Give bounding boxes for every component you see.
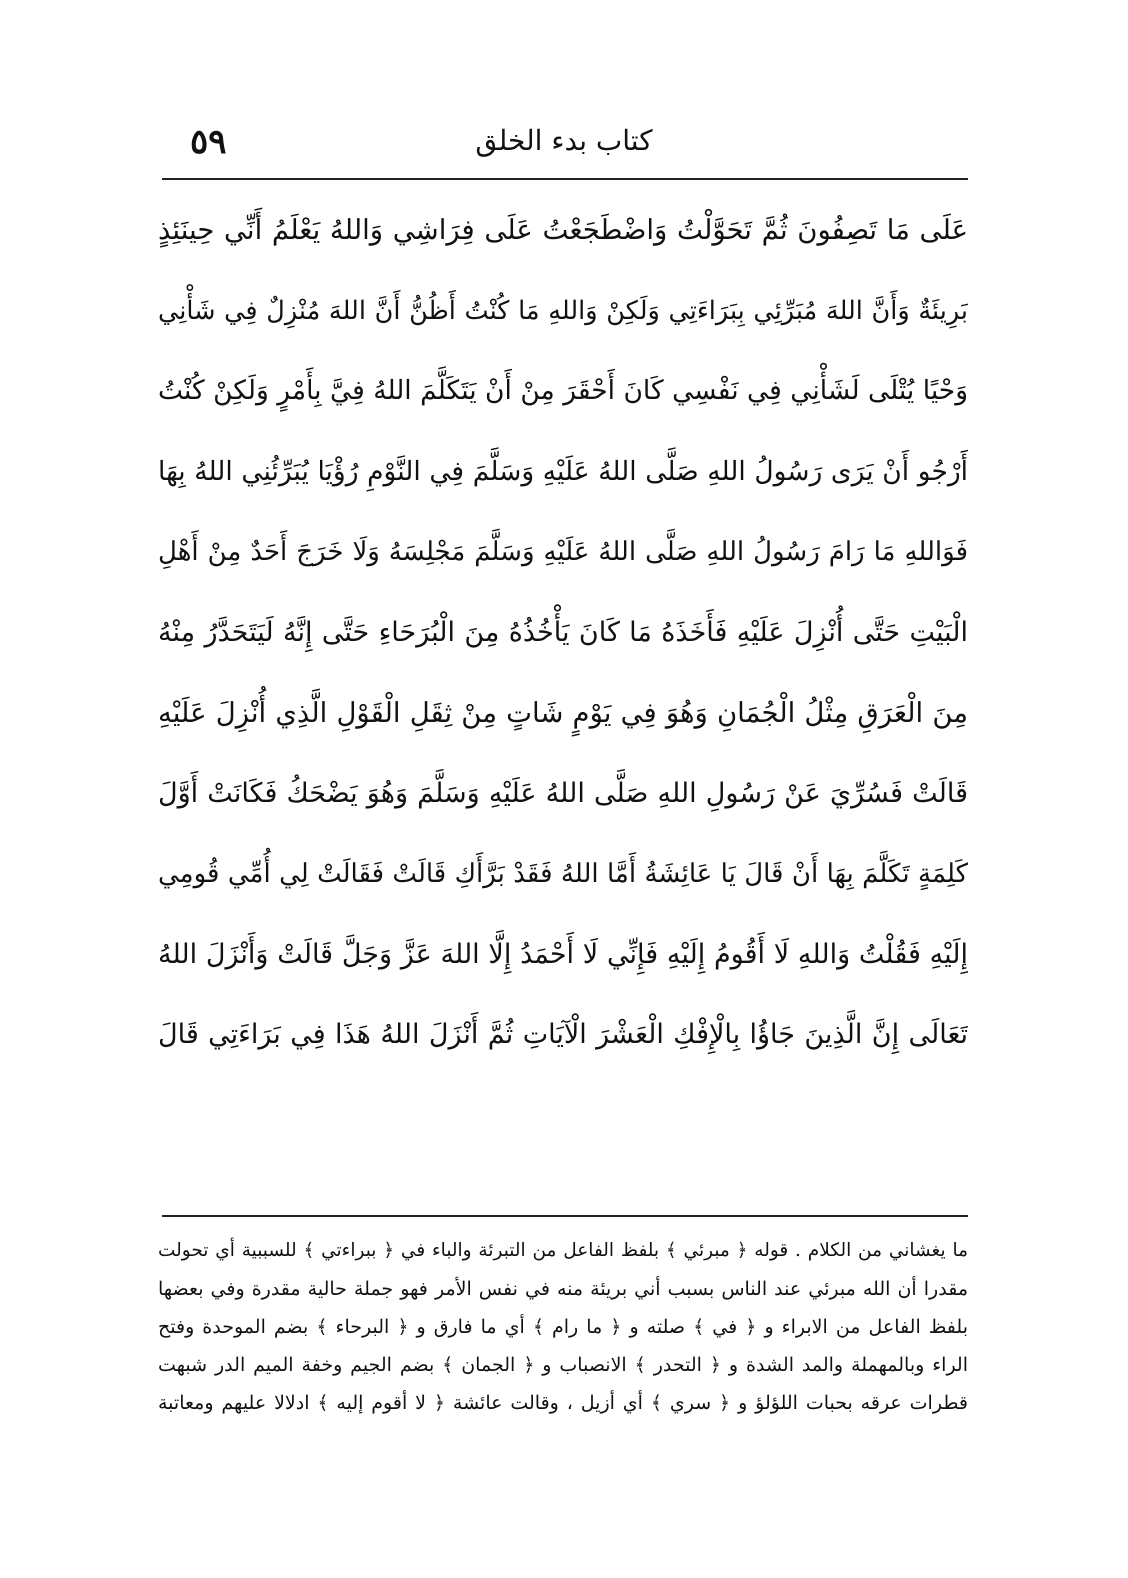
main-text-line: عَلَى مَا تَصِفُونَ ثُمَّ تَحَوَّلْتُ وَاضْطَجَعْتُ عَلَى فِرَاشِي وَاللهُ يَعْلَمُ أَنِّي حِينَئِذٍ — [158, 214, 968, 246]
main-text-line: تَعَالَى إِنَّ الَّذِينَ جَاؤُا بِالْإِفْكِ الْعَشْرَ الْآيَاتِ ثُمَّ أَنْزَلَ اللهُ هَذَا فِي بَرَاءَتِي قَالَ — [158, 1019, 968, 1050]
main-text-line: وَحْيًا يُتْلَى لَشَأْنِي فِي نَفْسِي كَانَ أَحْقَرَ مِنْ أَنْ يَتَكَلَّمَ اللهُ فِيَّ بِأَمْرٍ وَلَكِنْ كُنْتُ — [158, 375, 968, 406]
footnotes — [158, 1232, 968, 1422]
footnote-line: الراء وبالمهملة والمد الشدة و ﴿ التحدر ﴾ الانصباب و ﴿ الجمان ﴾ بضم الجيم وخفة الميم الدر شبهت — [158, 1354, 968, 1376]
header-rule — [162, 178, 968, 180]
main-text-line: مِنَ الْعَرَقِ مِثْلُ الْجُمَانِ وَهُوَ فِي يَوْمٍ شَاتٍ مِنْ ثِقَلِ الْقَوْلِ الَّذِي أُنْزِلَ عَلَيْهِ — [158, 697, 968, 729]
footnote-line: بلفظ الفاعل من الابراء و ﴿ في ﴾ صلته و ﴿ ما رام ﴾ أي ما فارق و ﴿ البرحاء ﴾ بضم الموحدة وفتح — [158, 1316, 968, 1338]
footnote-line: ما يغشاني من الكلام . قوله ﴿ مبرئي ﴾ بلفظ الفاعل من التبرئة والباء في ﴿ ببراءتي ﴾ للسببية أي تحولت — [158, 1240, 968, 1261]
main-text-line: أَرْجُو أَنْ يَرَى رَسُولُ اللهِ صَلَّى اللهُ عَلَيْهِ وَسَلَّمَ فِي النَّوْمِ رُؤْيَا يُبَرِّئُنِي اللهُ بِهَا — [158, 455, 968, 487]
running-title: كتاب بدء الخلق — [475, 124, 653, 157]
footnote-line: مقدرا أن الله مبرئي عند الناس بسبب أني بريئة منه في نفس الأمر فهو جملة حالية مقدرة وفي بعضها — [158, 1278, 968, 1300]
main-text-line: كَلِمَةٍ تَكَلَّمَ بِهَا أَنْ قَالَ يَا عَائِشَةُ أَمَّا اللهُ فَقَدْ بَرَّأَكِ قَالَتْ فَقَالَتْ لِي أُمِّي قُومِي — [158, 859, 968, 889]
main-text — [158, 190, 968, 1076]
footnote-rule — [162, 1215, 968, 1217]
main-text-line: بَرِيئَةٌ وَأَنَّ اللهَ مُبَرِّئِي بِبَرَاءَتِي وَلَكِنْ وَاللهِ مَا كُنْتُ أَظُنُّ أَنَّ اللهَ مُنْزِلٌ فِي شَأْنِي — [158, 295, 968, 326]
main-text-line: إِلَيْهِ فَقُلْتُ وَاللهِ لَا أَقُومُ إِلَيْهِ فَإِنِّي لَا أَحْمَدُ إِلَّا اللهَ عَزَّ وَجَلَّ قَالَتْ وَأَنْزَلَ اللهُ — [158, 938, 968, 970]
page-number: ٥٩ — [190, 122, 227, 162]
main-text-line: الْبَيْتِ حَتَّى أُنْزِلَ عَلَيْهِ فَأَخَذَهُ مَا كَانَ يَأْخُذُهُ مِنَ الْبُرَحَاءِ حَتَّى إِنَّهُ لَيَتَحَدَّرُ مِنْهُ — [158, 616, 968, 648]
footnote-line: قطرات عرقه بحبات اللؤلؤ و ﴿ سري ﴾ أي أزيل ، وقالت عائشة ﴿ لا أقوم إليه ﴾ ادلالا عليهم ومعاتبة — [158, 1392, 968, 1414]
main-text-line: فَوَاللهِ مَا رَامَ رَسُولُ اللهِ صَلَّى اللهُ عَلَيْهِ وَسَلَّمَ مَجْلِسَهُ وَلَا خَرَجَ أَحَدٌ مِنْ أَهْلِ — [158, 537, 968, 567]
page-header — [160, 118, 968, 168]
main-text-line: قَالَتْ فَسُرِّيَ عَنْ رَسُولِ اللهِ صَلَّى اللهُ عَلَيْهِ وَسَلَّمَ وَهُوَ يَضْحَكُ فَكَانَتْ أَوَّلَ — [158, 777, 968, 809]
